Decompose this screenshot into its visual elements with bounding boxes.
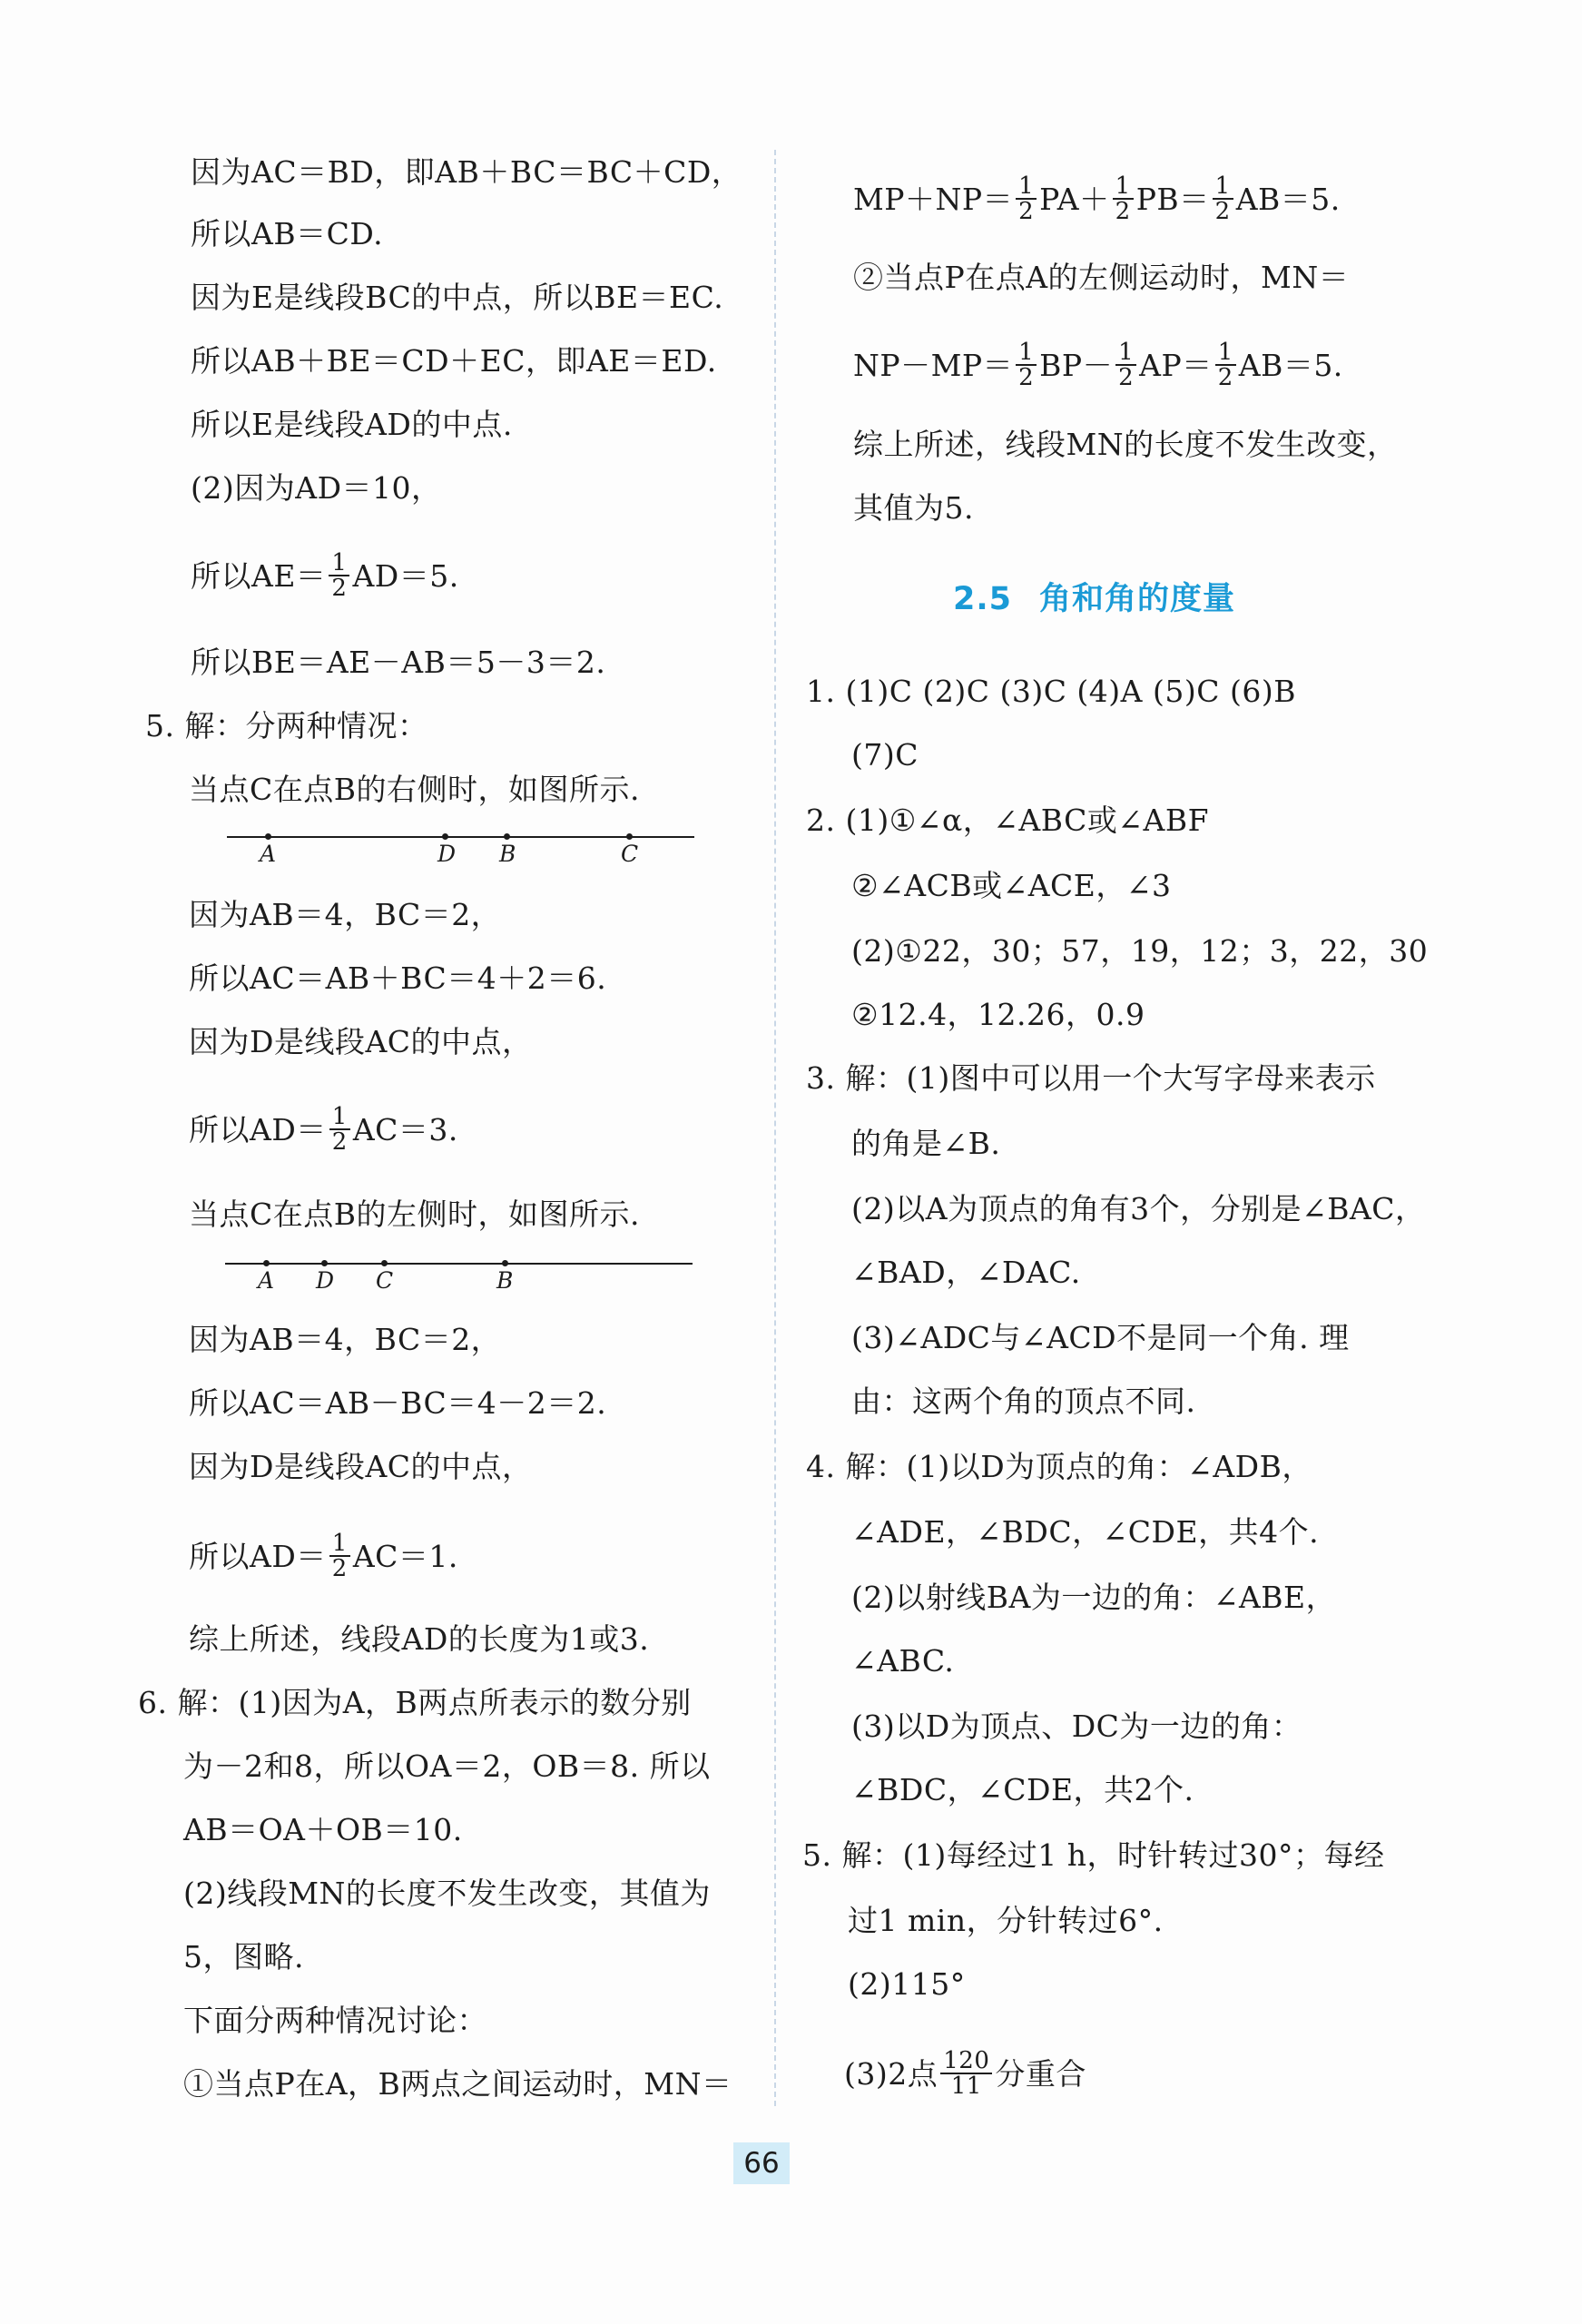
point-label: A xyxy=(260,841,277,867)
text-segment: 所以AD＝ xyxy=(189,1539,327,1574)
fraction-denominator: 2 xyxy=(1115,198,1131,225)
text-segment: AB＝5. xyxy=(1235,182,1341,217)
text-line: 其值为5. xyxy=(853,490,974,526)
fraction-numerator: 1 xyxy=(329,1105,350,1130)
fraction xyxy=(1113,174,1134,223)
fraction xyxy=(1016,174,1037,223)
fraction-denominator: 2 xyxy=(1118,364,1135,391)
section-title: 角和角的度量 xyxy=(1039,581,1236,617)
fraction xyxy=(1016,340,1037,389)
point-dot xyxy=(265,833,271,840)
fraction xyxy=(329,551,349,600)
text-line: 所以AC＝AB－BC＝4－2＝2. xyxy=(189,1385,607,1421)
text-line: ∠BAD，∠DAC. xyxy=(851,1255,1081,1290)
fraction xyxy=(1215,340,1236,389)
text-line: 因为D是线段AC的中点， xyxy=(189,1449,533,1484)
text-segment: NP－MP＝ xyxy=(853,348,1014,383)
text-segment: BP－ xyxy=(1039,348,1114,383)
point-dot xyxy=(626,833,633,840)
text-line: (2)以A为顶点的角有3个，分别是∠BAC， xyxy=(851,1191,1426,1226)
text-line: ∠ABC. xyxy=(851,1643,955,1679)
text-line: 因为D是线段AC的中点， xyxy=(189,1024,533,1059)
text-segment: AB＝5. xyxy=(1238,348,1343,383)
answer-4: 4. 解：(1)以D为顶点的角：∠ADB， xyxy=(806,1449,1312,1484)
text-line: 综上所述，线段MN的长度不发生改变， xyxy=(853,427,1398,462)
text-line: (3)∠ADC与∠ACD不是同一个角. 理 xyxy=(851,1320,1350,1355)
answer-2: 2. (1)①∠α，∠ABC或∠ABF xyxy=(806,803,1209,838)
fraction-denominator: 11 xyxy=(950,2073,982,2100)
text-line: 所以AB＝CD. xyxy=(191,216,384,251)
text-line: 过1 min，分针转过6°. xyxy=(848,1903,1164,1938)
fraction-line xyxy=(189,1530,458,1583)
text-line: 下面分两种情况讨论： xyxy=(183,2003,487,2038)
number-line-figure-1 xyxy=(227,822,694,867)
text-line: 的角是∠B. xyxy=(851,1126,1001,1161)
fraction-numerator: 1 xyxy=(1016,174,1037,200)
text-line: (2)①22，30；57，19，12；3，22，30 xyxy=(851,933,1429,969)
point-dot xyxy=(502,1260,508,1266)
text-line: 综上所述，线段AD的长度为1或3. xyxy=(189,1621,650,1657)
fraction xyxy=(1213,174,1233,223)
fraction-numerator: 1 xyxy=(1213,174,1233,200)
text-line: (2)115° xyxy=(848,1966,966,2002)
text-line: (7)C xyxy=(851,737,919,773)
fraction-denominator: 2 xyxy=(331,1555,348,1582)
section-heading xyxy=(953,579,1263,619)
fraction-line xyxy=(191,549,459,603)
point-label: D xyxy=(316,1267,335,1294)
fraction-line xyxy=(853,172,1341,226)
fraction-denominator: 2 xyxy=(331,1128,348,1156)
text-line: 因为AB＝4，BC＝2， xyxy=(189,897,502,932)
fraction-line xyxy=(853,339,1343,392)
text-line: 因为AC＝BD，即AB＋BC＝BC＋CD， xyxy=(191,154,742,190)
fraction xyxy=(329,1105,350,1154)
text-line: (2)因为AD＝10， xyxy=(191,470,442,506)
fraction-numerator: 1 xyxy=(1115,340,1136,366)
axis-line xyxy=(225,1263,693,1265)
number-line-figure-2 xyxy=(225,1248,693,1294)
text-segment: PB＝ xyxy=(1135,182,1210,217)
text-segment: AP＝ xyxy=(1139,348,1213,383)
text-segment: (3)2点 xyxy=(844,2056,938,2092)
text-line: 当点C在点B的左侧时，如图所示. xyxy=(189,1196,640,1232)
page-number: 66 xyxy=(733,2142,790,2184)
fraction-denominator: 2 xyxy=(1018,198,1035,225)
text-line: ∠ADE，∠BDC，∠CDE，共4个. xyxy=(851,1514,1320,1550)
fraction-denominator: 2 xyxy=(1217,364,1233,391)
fraction-denominator: 2 xyxy=(331,575,348,602)
question-6: 6. 解：(1)因为A，B两点所表示的数分别 xyxy=(138,1685,692,1720)
point-dot xyxy=(504,833,510,840)
fraction-line xyxy=(189,1103,458,1157)
point-dot xyxy=(263,1260,270,1266)
point-label: D xyxy=(437,841,457,867)
point-label: A xyxy=(258,1267,275,1294)
answer-1: 1. (1)C (2)C (3)C (4)A (5)C (6)B xyxy=(806,674,1296,709)
question-5: 5. 解：分两种情况： xyxy=(145,708,428,743)
fraction xyxy=(940,2049,992,2098)
text-segment: AC＝3. xyxy=(352,1112,458,1147)
text-line: ②当点P在点A的左侧运动时，MN＝ xyxy=(853,260,1350,295)
point-label: C xyxy=(621,841,639,867)
text-line: ①当点P在A，B两点之间运动时，MN＝ xyxy=(183,2066,732,2102)
fraction-numerator: 1 xyxy=(1215,340,1236,366)
answer-3: 3. 解：(1)图中可以用一个大写字母来表示 xyxy=(806,1060,1376,1096)
text-line: 所以E是线段AD的中点. xyxy=(191,407,513,442)
text-line: 所以AB＋BE＝CD＋EC，即AE＝ED. xyxy=(191,343,717,379)
text-segment: MP＋NP＝ xyxy=(853,182,1014,217)
axis-line xyxy=(227,836,694,838)
text-line: (3)以D为顶点、DC为一边的角： xyxy=(851,1709,1302,1744)
fraction-numerator: 1 xyxy=(329,551,349,576)
text-line: 因为E是线段BC的中点，所以BE＝EC. xyxy=(191,280,724,315)
fraction-denominator: 2 xyxy=(1214,198,1231,225)
text-line: 由：这两个角的顶点不同. xyxy=(851,1384,1196,1419)
text-line: (2)线段MN的长度不发生改变，其值为 xyxy=(183,1876,711,1911)
fraction-denominator: 2 xyxy=(1018,364,1035,391)
point-label: B xyxy=(499,841,516,867)
text-line: 因为AB＝4，BC＝2， xyxy=(189,1322,502,1357)
fraction-numerator: 1 xyxy=(1113,174,1134,200)
text-line: (2)以射线BA为一边的角：∠ABE， xyxy=(851,1580,1337,1615)
text-line: ②∠ACB或∠ACE，∠3 xyxy=(851,868,1172,903)
point-dot xyxy=(442,833,448,840)
fraction-numerator: 1 xyxy=(1016,340,1037,366)
answer-5: 5. 解：(1)每经过1 h，时针转过30°；每经 xyxy=(802,1837,1385,1873)
text-line: 当点C在点B的右侧时，如图所示. xyxy=(189,772,640,807)
fraction-line xyxy=(844,2047,1086,2101)
point-label: B xyxy=(496,1267,514,1294)
fraction-numerator: 1 xyxy=(329,1531,350,1557)
text-segment: 所以AE＝ xyxy=(191,558,327,594)
fraction xyxy=(329,1531,350,1581)
column-divider xyxy=(774,150,776,2106)
text-segment: AD＝5. xyxy=(352,558,459,594)
fraction-numerator: 120 xyxy=(940,2049,992,2074)
text-line: 所以BE＝AE－AB＝5－3＝2. xyxy=(191,645,606,680)
text-segment: PA＋ xyxy=(1039,182,1110,217)
point-dot xyxy=(321,1260,328,1266)
fraction xyxy=(1115,340,1136,389)
section-number: 2.5 xyxy=(953,581,1013,617)
text-line: 5，图略. xyxy=(183,1939,304,1974)
text-line: 为－2和8，所以OA＝2，OB＝8. 所以 xyxy=(183,1748,711,1784)
text-line: ∠BDC，∠CDE，共2个. xyxy=(851,1772,1194,1807)
text-segment: AC＝1. xyxy=(352,1539,458,1574)
text-line: ②12.4，12.26，0.9 xyxy=(851,997,1145,1032)
point-dot xyxy=(381,1260,388,1266)
text-line: AB＝OA＋OB＝10. xyxy=(183,1812,463,1847)
text-line: 所以AC＝AB＋BC＝4＋2＝6. xyxy=(189,960,607,996)
text-segment: 所以AD＝ xyxy=(189,1112,327,1147)
point-label: C xyxy=(376,1267,394,1294)
text-segment: 分重合 xyxy=(995,2056,1086,2092)
